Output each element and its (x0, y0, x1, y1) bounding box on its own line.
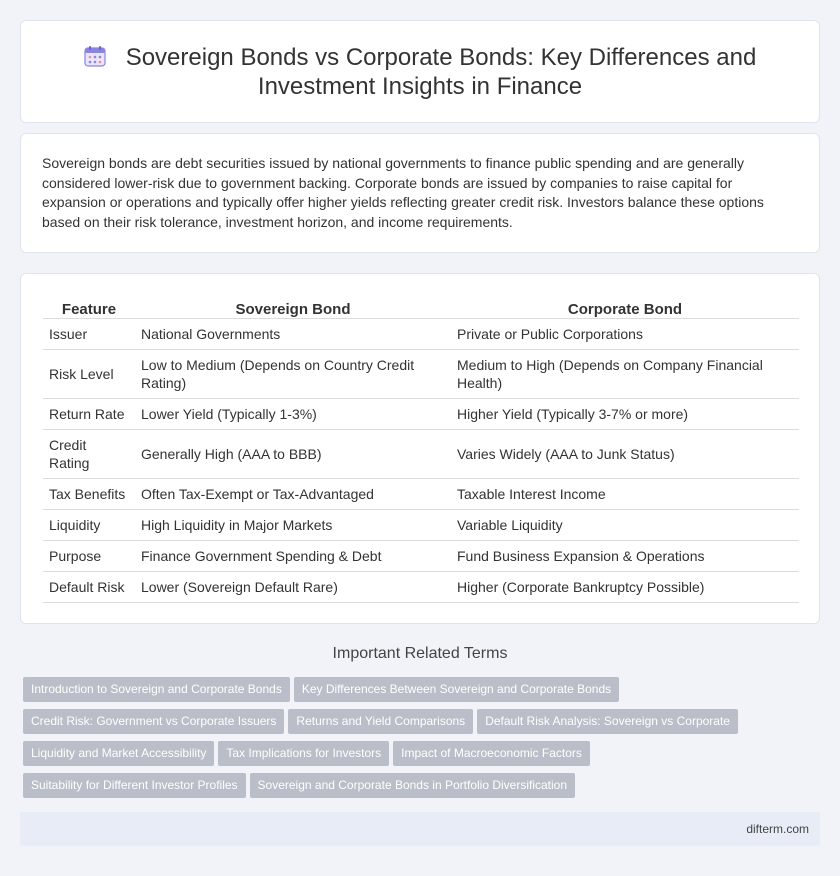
related-term-tag[interactable]: Key Differences Between Sovereign and Corporate Bonds (294, 677, 619, 702)
table-row (43, 509, 799, 540)
sovereign-cell: Low to Medium (Depends on Country Credit Rating) (135, 349, 451, 398)
sovereign-cell: Often Tax-Exempt or Tax-Advantaged (135, 478, 451, 509)
sovereign-cell: High Liquidity in Major Markets (135, 509, 451, 540)
table-row (43, 398, 799, 429)
corporate-cell: Varies Widely (AAA to Junk Status) (451, 429, 799, 478)
related-term-tag[interactable]: Liquidity and Market Accessibility (23, 741, 214, 766)
related-term-tag[interactable]: Introduction to Sovereign and Corporate Bonds (23, 677, 290, 702)
feature-cell: Risk Level (43, 349, 135, 398)
table-header-row (43, 296, 799, 318)
title-line-2: Investment Insights in Finance (257, 73, 583, 100)
sovereign-cell: Finance Government Spending & Debt (135, 540, 451, 571)
table-row (43, 429, 799, 478)
feature-cell: Credit Rating (43, 429, 135, 478)
corporate-cell: Private or Public Corporations (451, 318, 799, 349)
table-row (43, 349, 799, 398)
intro-paragraph: Sovereign bonds are debt securities issued by national governments to finance public spending and are generally considered lower-risk due to government backing. Corporate bonds are issued by companies to raise capital for expansion or operations and typically offer higher yields reflecting greater credit risk. Investors balance these options based on their risk tolerance, investment horizon, and income requirements. (42, 155, 764, 230)
footer-brand-link[interactable]: difterm.com (746, 822, 809, 836)
table-row (43, 540, 799, 571)
header-feature: Feature (43, 296, 135, 318)
sovereign-cell: Generally High (AAA to BBB) (135, 429, 451, 478)
related-term-tag[interactable]: Credit Risk: Government vs Corporate Issuers (23, 709, 284, 734)
sovereign-cell: National Governments (135, 318, 451, 349)
feature-cell: Default Risk (43, 571, 135, 602)
footer (20, 812, 820, 846)
comparison-table-card (20, 273, 820, 624)
corporate-cell: Higher (Corporate Bankruptcy Possible) (451, 571, 799, 602)
feature-cell: Issuer (43, 318, 135, 349)
header-card (20, 20, 820, 123)
sovereign-cell: Lower Yield (Typically 1-3%) (135, 398, 451, 429)
intro-card (20, 133, 820, 253)
feature-cell: Tax Benefits (43, 478, 135, 509)
page-title (21, 43, 819, 101)
header-corporate-bond: Corporate Bond (451, 296, 799, 318)
corporate-cell: Medium to High (Depends on Company Financial Health) (451, 349, 799, 398)
corporate-cell: Taxable Interest Income (451, 478, 799, 509)
related-term-tag[interactable]: Returns and Yield Comparisons (288, 709, 473, 734)
corporate-cell: Higher Yield (Typically 3-7% or more) (451, 398, 799, 429)
related-term-tag[interactable]: Tax Implications for Investors (218, 741, 389, 766)
header-sovereign-bond: Sovereign Bond (135, 296, 451, 318)
related-term-tag[interactable]: Impact of Macroeconomic Factors (393, 741, 590, 766)
feature-cell: Return Rate (43, 398, 135, 429)
table-row (43, 478, 799, 509)
corporate-cell: Variable Liquidity (451, 509, 799, 540)
calendar-icon (84, 45, 106, 67)
table-row (43, 571, 799, 602)
comparison-table (43, 296, 799, 603)
related-terms-heading: Important Related Terms (332, 645, 508, 662)
table-row (43, 318, 799, 349)
title-line-1: Sovereign Bonds vs Corporate Bonds: Key Differences and (125, 44, 757, 71)
related-term-tag[interactable]: Sovereign and Corporate Bonds in Portfolio Diversification (250, 773, 576, 798)
feature-cell: Purpose (43, 540, 135, 571)
feature-cell: Liquidity (43, 509, 135, 540)
related-term-tag[interactable]: Default Risk Analysis: Sovereign vs Corporate (477, 709, 738, 734)
related-term-tag[interactable]: Suitability for Different Investor Profiles (23, 773, 246, 798)
sovereign-cell: Lower (Sovereign Default Rare) (135, 571, 451, 602)
related-terms-list (23, 677, 823, 805)
corporate-cell: Fund Business Expansion & Operations (451, 540, 799, 571)
